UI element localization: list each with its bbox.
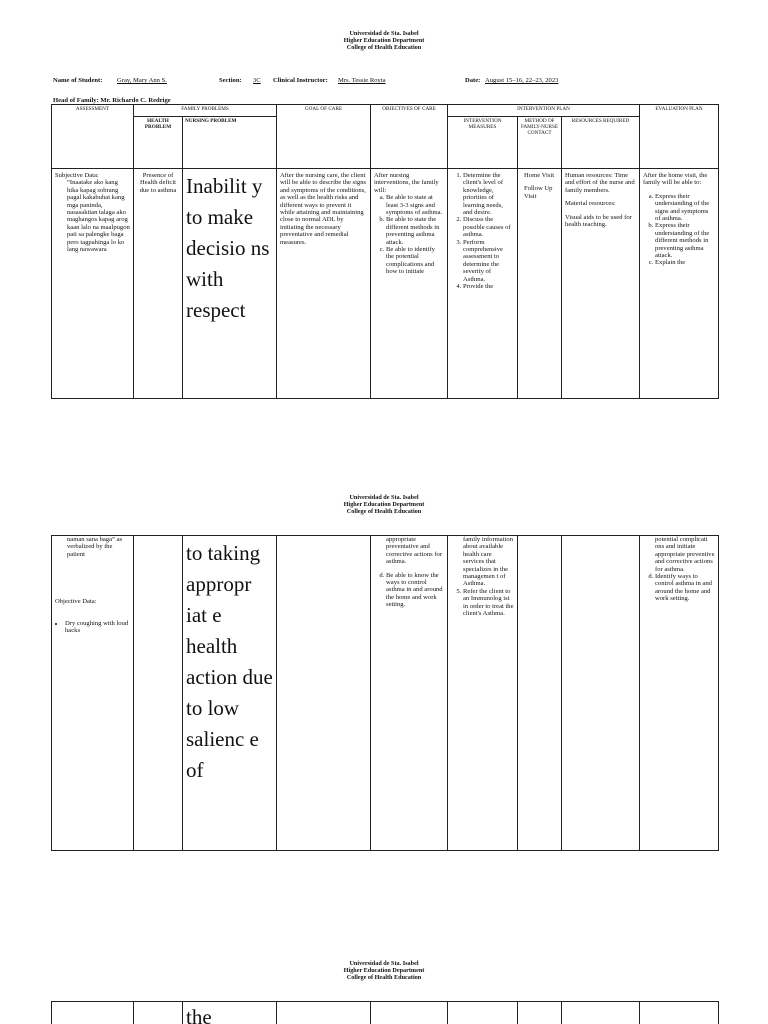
section-value: 3C [253, 77, 261, 84]
objective-data-item: • Dry coughing with loud hacks [65, 620, 130, 635]
human-resources: Human resources: Time and effort of the nurse and family members. [565, 172, 635, 194]
evaluation-continued: potential complicati ons and initiate appropriate preventive and corrective actions for asthma. [655, 536, 715, 573]
interventions-cell [448, 536, 518, 851]
intervention-item: 5. Refer the client to an Immunolog ist in order to treat the client's Asthma. [463, 588, 514, 618]
resources-cell [562, 169, 640, 399]
goal-cell [277, 536, 371, 851]
student-name: Gray, Mary Ann S. [117, 77, 167, 84]
objectives-continued: appropriate preventative and corrective actions for asthma. [386, 536, 443, 566]
header-family-problems: FAMILY PROBLEMS [134, 105, 277, 117]
department-name: Higher Education Department [343, 501, 425, 508]
interventions-cell [448, 1002, 518, 1024]
instructor-name: Mrs. Tessie Royta [338, 77, 386, 84]
college-name: College of Health Education [346, 44, 422, 51]
instructor-label: Clinical Instructor: [273, 77, 328, 84]
resources-cell [562, 536, 640, 851]
college-name: College of Health Education [346, 974, 422, 981]
header-goal: GOAL OF CARE [277, 105, 371, 169]
objectives-cell [371, 1002, 448, 1024]
objectives-cell [371, 536, 448, 851]
department-name: Higher Education Department [343, 37, 425, 44]
evaluation-cell [640, 536, 719, 851]
nursing-problem-cell: the [183, 1002, 277, 1024]
care-plan-table-page2 [51, 535, 719, 851]
evaluation-intro: After the home visit, the family will be able to: [643, 172, 708, 187]
head-of-family: Head of Family: Mr. Richardo C. Redrige [53, 97, 171, 104]
student-label: Name of Student: [53, 77, 103, 84]
evaluation-item: d. Identify ways to control asthma in and around the home and work setting. [655, 573, 715, 603]
method-home-visit: Home Visit [524, 172, 555, 179]
header-intervention-plan: INTERVENTION PLAN [448, 105, 640, 117]
objectives-cell [371, 169, 448, 399]
evaluation-cell [640, 1002, 719, 1024]
objective-item: d. Be able to know the ways to control asthma in and around the home and work setting. [386, 572, 444, 609]
university-name: Universidad de Sta. Isabel [349, 494, 419, 501]
subjective-text: “Inaatake ako kang hika kapag sobrang pagal kakabuhat kang mga paninda, nasasakitan talaga ako maghangos kapag arog kaan lalo na maalpugon pati sa palengke baga pero tagpahinga lo ko lang nawawara [67, 179, 130, 254]
resources-cell [562, 1002, 640, 1024]
university-name: Universidad de Sta. Isabel [349, 30, 419, 37]
page3-header [0, 960, 768, 981]
assessment-cell [52, 169, 134, 399]
date-value: August 15–16, 22–23, 2023 [485, 77, 559, 84]
header-nursing-problem: NURSING PROBLEM [183, 117, 277, 169]
evaluation-item: b. Express their understanding of the different methods in preventing asthma attack. [655, 222, 715, 259]
evaluation-item: c. Explain the [655, 259, 715, 266]
intervention-item: 3. Perform comprehensive assessment to determine the severity of Asthma. [463, 239, 514, 283]
objective-data-title: Objective Data: [55, 598, 97, 606]
intervention-item: 2. Discuss the possible causes of asthma. [463, 216, 514, 238]
method-cell [518, 1002, 562, 1024]
nursing-problem-cell: to taking appropr iat e health action due to low salienc e of [183, 536, 277, 851]
evaluation-item: a. Express their understanding of the signs and symptoms of asthma. [655, 193, 715, 223]
method-follow-up: Follow Up Visit [524, 185, 553, 200]
method-cell [518, 169, 562, 399]
department-name: Higher Education Department [343, 967, 425, 974]
care-plan-table-page3 [51, 1001, 719, 1024]
care-plan-table-page1 [51, 104, 719, 399]
method-cell [518, 536, 562, 851]
goal-cell [277, 1002, 371, 1024]
health-problem-cell [134, 1002, 183, 1024]
health-problem-cell: Presence of Health deficit due to asthma [134, 169, 183, 399]
interventions-continued: family information about available health care services that specializes in the managemen t of Asthma. [463, 536, 513, 588]
assessment-cell [52, 536, 134, 851]
intervention-item: 4. Provide the [463, 283, 514, 290]
assessment-cell [52, 1002, 134, 1024]
objective-item: c. Be able to identify the potential complications and how to initiate [386, 246, 444, 276]
date-label: Date: [465, 77, 481, 84]
section-label: Section: [219, 77, 242, 84]
assessment-continued: naman sana baga” as verbalized by the patient [67, 536, 123, 558]
objective-item: a. Be able to state at least 3-3 signs and symptoms of asthma. [386, 194, 444, 216]
evaluation-cell [640, 169, 719, 399]
material-resources: Material resources: [565, 200, 616, 208]
header-method: METHOD OF FAMILY-NURSE CONTACT [518, 117, 562, 169]
header-health-problem: HEALTH PROBLEM [134, 117, 183, 169]
objectives-intro: After nursing interventions, the family will: [374, 172, 439, 194]
header-evaluation: EVALUATION PLAN [640, 105, 719, 169]
page1-header [0, 30, 768, 51]
objective-item: b. Be able to state the different methods in preventing asthma attack. [386, 216, 444, 246]
university-name: Universidad de Sta. Isabel [349, 960, 419, 967]
college-name: College of Health Education [346, 508, 422, 515]
header-resources: RESOURCES REQUIRED [562, 117, 640, 169]
page2-header [0, 494, 768, 515]
goal-cell: After the nursing care, the client will be able to describe the signs and symptoms of the conditions, as well as the health risks and different ways to prevent it while attaining and maintaining close to normal ADL by initiating the necessary preventative and remedial measures. [277, 169, 371, 399]
intervention-item: 1. Determine the client's level of knowledge, priorities of learning needs, and desire. [463, 172, 514, 216]
health-problem-cell [134, 536, 183, 851]
visual-aids: Visual aids to be used for health teaching. [565, 213, 632, 229]
subjective-title: Subjective Data: [55, 172, 99, 179]
header-objectives: OBJECTIVES OF CARE [371, 105, 448, 169]
interventions-cell [448, 169, 518, 399]
header-assessment: ASSESSMENT [52, 105, 134, 169]
header-intervention-measures: INTERVENTION MEASURES [448, 117, 518, 169]
nursing-problem-cell: Inabilit y to make decisio ns with respect [183, 169, 277, 399]
